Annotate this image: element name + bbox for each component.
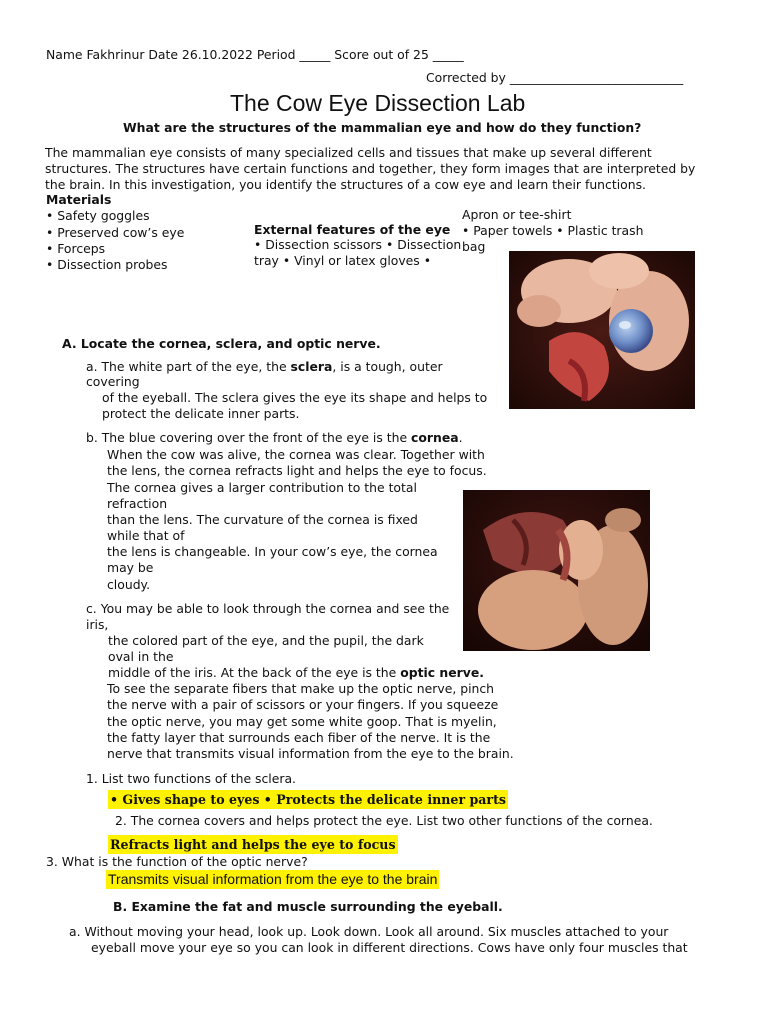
section-b-heading: B. Examine the fat and muscle surrounding the eyeball. — [113, 899, 503, 914]
section-b-text-line-1: a. Without moving your head, look up. Look down. Look all around. Six muscles attached to your — [69, 924, 669, 939]
cornea-text-line: while that of — [107, 528, 185, 543]
header-line: Name Fakhrinur Date 26.10.2022 Period _____ Score out of 25 _____ — [46, 47, 464, 62]
cornea-text-line: the lens, the cornea refracts light and helps the eye to focus. — [107, 463, 487, 478]
material-item: • Forceps — [46, 241, 106, 256]
intro-line-1: The mammalian eye consists of many specialized cells and tissues that make up several different — [45, 145, 652, 160]
optic-nerve-term: optic nerve. — [400, 665, 484, 680]
intro-line-3: the brain. In this investigation, you identify the structures of a cow eye and learn their functions. — [45, 177, 646, 192]
answer-3-highlight: Transmits visual information from the eye to the brain — [108, 871, 438, 887]
cornea-text-line: refraction — [107, 496, 168, 511]
cow-eye-photo-2 — [463, 490, 650, 651]
materials-mid-line-2: tray • Vinyl or latex gloves • — [254, 253, 432, 268]
material-item: • Preserved cow’s eye — [46, 225, 185, 240]
iris-text-line-1: c. You may be able to look through the cornea and see the — [86, 601, 450, 616]
sclera-text-line-4: protect the delicate inner parts. — [102, 406, 300, 421]
iris-text-line-2: iris, — [86, 617, 109, 632]
material-item: • Safety goggles — [46, 208, 150, 223]
intro-line-2: structures. The structures have certain functions and together, they form images that are interpreted by — [45, 161, 696, 176]
optic-nerve-text-line: To see the separate fibers that make up the optic nerve, pinch — [107, 681, 495, 696]
sclera-term: sclera — [290, 359, 333, 374]
optic-nerve-text-line: the fatty layer that surrounds each fiber of the nerve. It is the — [107, 730, 491, 745]
external-features-heading: External features of the eye — [254, 222, 451, 237]
material-item: • Dissection probes — [46, 257, 168, 272]
cornea-text-line: the lens is changeable. In your cow’s eye, the cornea — [107, 544, 438, 559]
materials-mid-line-1: • Dissection scissors • Dissection — [254, 237, 462, 252]
sclera-text-line-1: a. The white part of the eye, the sclera, is a tough, outer — [86, 359, 443, 374]
iris-text-line-4: oval in the — [108, 649, 174, 664]
optic-nerve-text-line: nerve that transmits visual information from the eye to the brain. — [107, 746, 514, 761]
materials-right-line-1: Apron or tee-shirt — [462, 207, 572, 222]
question-3: 3. What is the function of the optic nerve? — [46, 854, 308, 869]
question-1: 1. List two functions of the sclera. — [86, 771, 296, 786]
section-a-heading: A. Locate the cornea, sclera, and optic nerve. — [62, 336, 381, 351]
section-b-text-line-2: eyeball move your eye so you can look in different directions. Cows have only four muscles that — [91, 940, 688, 955]
cornea-text-line: than the lens. The curvature of the cornea is fixed — [107, 512, 418, 527]
corrected-by-line: Corrected by ____________________________ — [426, 70, 684, 85]
lab-question: What are the structures of the mammalian eye and how do they function? — [123, 120, 642, 135]
optic-nerve-text-line: the optic nerve, you may get some white goop. That is myelin, — [107, 714, 497, 729]
cornea-text-line: may be — [107, 560, 154, 575]
materials-heading: Materials — [46, 192, 112, 207]
answer-2-highlight: Refracts light and helps the eye to focus — [110, 837, 396, 852]
cornea-text-line: cloudy. — [107, 577, 151, 592]
cornea-text-line-1: b. The blue covering over the front of the eye is the cornea. — [86, 430, 463, 445]
sclera-text-line-3: of the eyeball. The sclera gives the eye its shape and helps to — [102, 390, 488, 405]
answer-1-highlight: • Gives shape to eyes • Protects the delicate inner parts — [110, 792, 506, 807]
cornea-term: cornea — [411, 430, 459, 445]
iris-text-line-3: the colored part of the eye, and the pupil, the dark — [108, 633, 424, 648]
sclera-text-line-2: covering — [86, 374, 140, 389]
cornea-text-line: The cornea gives a larger contribution to the total — [107, 480, 417, 495]
question-2: 2. The cornea covers and helps protect the eye. List two other functions of the cornea. — [115, 813, 653, 828]
page-title: The Cow Eye Dissection Lab — [230, 90, 526, 116]
optic-nerve-text-line: the nerve with a pair of scissors or your fingers. If you squeeze — [107, 697, 499, 712]
cow-eye-photo-1 — [509, 251, 695, 409]
iris-text-line-5: middle of the iris. At the back of the eye is the optic nerve. — [108, 665, 484, 680]
materials-right-line-3: bag — [462, 239, 486, 254]
materials-right-line-2: • Paper towels • Plastic trash — [462, 223, 644, 238]
cornea-text-line: When the cow was alive, the cornea was clear. Together with — [107, 447, 485, 462]
